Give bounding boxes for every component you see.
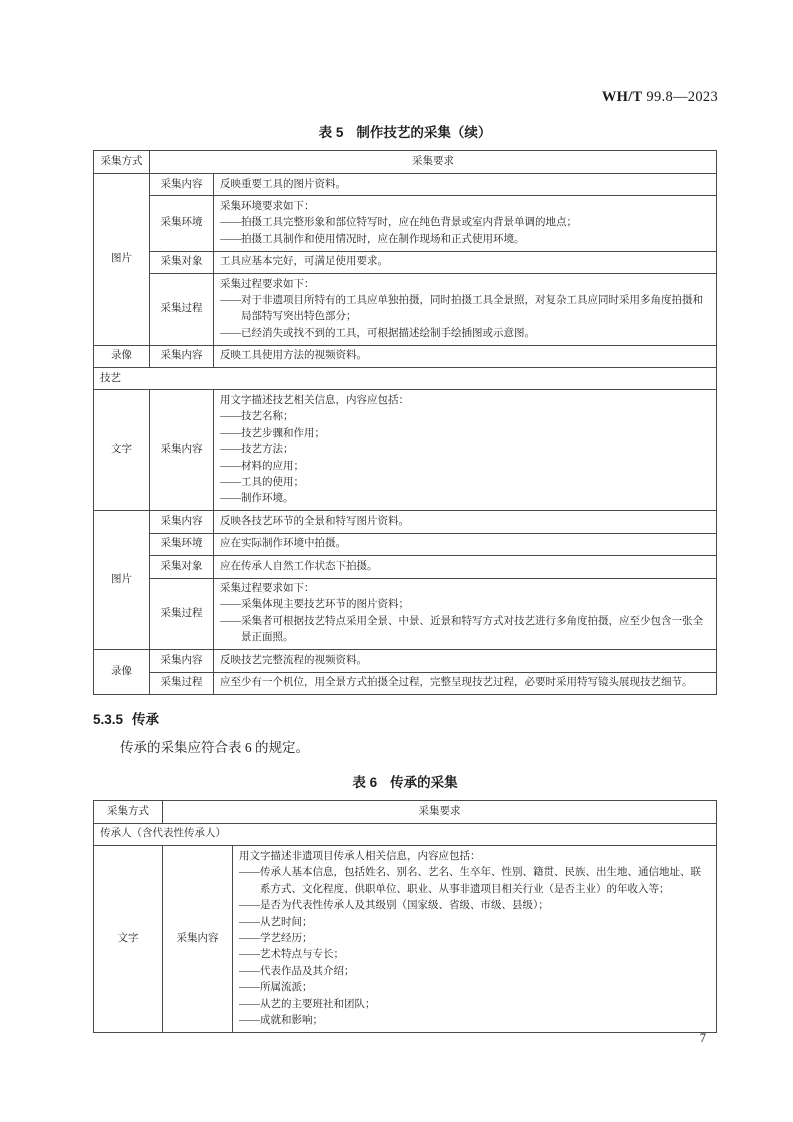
requirement-line: ——技艺名称； bbox=[220, 411, 294, 423]
requirement-cell bbox=[214, 274, 717, 346]
requirement-cell bbox=[214, 578, 717, 650]
table-row bbox=[94, 390, 717, 511]
aspect-cell: 采集环境 bbox=[150, 196, 214, 251]
requirement-line: 用文字描述非遗项目传承人相关信息，内容应包括： bbox=[239, 850, 481, 862]
section-paragraph: 传承的采集应符合表 6 的规定。 bbox=[120, 739, 309, 755]
requirement-cell bbox=[214, 556, 717, 578]
table5-title-label: 表 5 bbox=[318, 125, 344, 140]
requirement-line: ——成就和影响； bbox=[239, 1014, 323, 1026]
section-heading-5-3-5 bbox=[93, 708, 717, 728]
table6-title bbox=[93, 771, 717, 791]
section-number: 5.3.5 bbox=[93, 711, 124, 727]
requirement-line: 反映技艺完整流程的视频资料。 bbox=[220, 654, 367, 666]
table-row bbox=[94, 174, 717, 196]
requirement-line: 应至少有一个机位，用全景方式拍摄全过程，完整呈现技艺过程，必要时采用特写镜头展现技艺细节。 bbox=[220, 677, 693, 689]
aspect-cell: 采集过程 bbox=[150, 274, 214, 346]
table6 bbox=[93, 800, 717, 1033]
category-row bbox=[94, 823, 717, 845]
table-row bbox=[94, 345, 717, 367]
col-header-requirement: 采集要求 bbox=[163, 800, 717, 823]
page-content bbox=[93, 121, 717, 1033]
requirement-line: ——代表作品及其介绍； bbox=[239, 965, 355, 977]
method-cell: 文字 bbox=[94, 390, 150, 511]
standard-code-prefix: WH/T bbox=[601, 89, 643, 105]
method-cell: 文字 bbox=[94, 846, 163, 1032]
page-number: 7 bbox=[699, 1031, 706, 1045]
table-row bbox=[94, 511, 717, 533]
method-cell: 图片 bbox=[94, 511, 150, 650]
table-row bbox=[94, 274, 717, 346]
requirement-cell bbox=[214, 650, 717, 672]
table5 bbox=[93, 150, 717, 695]
requirement-line: ——采集体现主要技艺环节的图片资料； bbox=[220, 599, 409, 611]
requirement-cell bbox=[214, 251, 717, 273]
aspect-cell: 采集内容 bbox=[150, 345, 214, 367]
aspect-cell: 采集内容 bbox=[163, 846, 233, 1032]
table-row bbox=[94, 578, 717, 650]
aspect-cell: 采集环境 bbox=[150, 533, 214, 555]
table-row bbox=[94, 533, 717, 555]
table-row bbox=[94, 672, 717, 694]
requirement-cell bbox=[214, 511, 717, 533]
table5-title bbox=[93, 121, 717, 141]
aspect-cell: 采集对象 bbox=[150, 251, 214, 273]
col-header-requirement: 采集要求 bbox=[150, 151, 717, 174]
requirement-line: 采集过程要求如下： bbox=[220, 583, 315, 595]
aspect-cell: 采集过程 bbox=[150, 578, 214, 650]
requirement-cell bbox=[214, 672, 717, 694]
requirement-cell bbox=[214, 196, 717, 251]
requirement-line: ——学艺经历； bbox=[239, 932, 313, 944]
requirement-line: 用文字描述技艺相关信息，内容应包括： bbox=[220, 394, 409, 406]
table6-title-label: 表 6 bbox=[352, 774, 378, 790]
aspect-cell: 采集对象 bbox=[150, 556, 214, 578]
requirement-line: ——传承人基本信息，包括姓名、别名、艺名、生卒年、性别、籍贯、民族、出生地、通信地址、联系方式、文化程度、供职单位、职业、从事非遗项目相关行业（是否主业）的年收入等； bbox=[239, 867, 701, 895]
table-row bbox=[94, 556, 717, 578]
method-cell: 图片 bbox=[94, 174, 150, 346]
requirement-line: ——对于非遗项目所特有的工具应单独拍摄，同时拍摄工具全景照，对复杂工具应同时采用多角度拍摄和局部特写突出特色部分； bbox=[220, 294, 703, 323]
table-row bbox=[94, 196, 717, 251]
aspect-cell: 采集内容 bbox=[150, 390, 214, 511]
requirement-line: ——拍摄工具制作和使用情况时，应在制作现场和正式使用环境。 bbox=[220, 233, 525, 245]
aspect-cell: 采集内容 bbox=[150, 174, 214, 196]
requirement-line: ——材料的应用； bbox=[220, 460, 304, 472]
requirement-line: ——技艺方法； bbox=[220, 444, 294, 456]
requirement-line: 应在传承人自然工作状态下拍摄。 bbox=[220, 560, 378, 572]
requirement-cell bbox=[214, 533, 717, 555]
table-header-row bbox=[94, 151, 717, 174]
requirement-line: ——已经消失或找不到的工具，可根据描述绘制手绘插图或示意图。 bbox=[220, 327, 535, 339]
requirement-line: 采集环境要求如下： bbox=[220, 200, 315, 212]
requirement-line: ——拍摄工具完整形象和部位特写时，应在纯色背景或室内背景单调的地点； bbox=[220, 217, 577, 229]
requirement-cell bbox=[214, 174, 717, 196]
category-row bbox=[94, 368, 717, 390]
col-header-method: 采集方式 bbox=[94, 800, 163, 823]
requirement-line: ——从艺时间； bbox=[239, 916, 313, 928]
requirement-line: ——采集者可根据技艺特点采用全景、中景、近景和特写方式对技艺进行多角度拍摄，应至少包含一张全景正面照。 bbox=[220, 615, 703, 644]
requirement-line: 采集过程要求如下： bbox=[220, 278, 315, 290]
requirement-line: ——工具的使用； bbox=[220, 477, 304, 488]
aspect-cell: 采集过程 bbox=[150, 672, 214, 694]
table-row bbox=[94, 251, 717, 273]
method-cell: 录像 bbox=[94, 345, 150, 367]
aspect-cell: 采集内容 bbox=[150, 511, 214, 533]
col-header-method: 采集方式 bbox=[94, 151, 150, 174]
table6-title-text: 传承的采集 bbox=[390, 774, 458, 790]
requirement-line: ——技艺步骤和作用； bbox=[220, 427, 325, 439]
requirement-line: 反映重要工具的图片资料。 bbox=[220, 178, 346, 190]
aspect-cell: 采集内容 bbox=[150, 650, 214, 672]
category-cell: 技艺 bbox=[94, 368, 717, 390]
requirement-line: 反映工具使用方法的视频资料。 bbox=[220, 350, 367, 362]
section-title: 传承 bbox=[132, 711, 160, 727]
method-cell: 录像 bbox=[94, 650, 150, 695]
requirement-cell bbox=[214, 345, 717, 367]
requirement-cell bbox=[214, 390, 717, 511]
table-row bbox=[94, 846, 717, 1032]
requirement-line: ——制作环境。 bbox=[220, 493, 294, 505]
standard-code-number: 99.8—2023 bbox=[642, 89, 718, 105]
standard-reference bbox=[602, 89, 718, 106]
table5-title-text: 制作技艺的采集（续） bbox=[356, 125, 492, 140]
requirement-line: 反映各技艺环节的全景和特写图片资料。 bbox=[220, 515, 409, 527]
category-cell: 传承人（含代表性传承人） bbox=[94, 823, 717, 845]
table-row bbox=[94, 650, 717, 672]
requirement-line: ——是否为代表性传承人及其级别（国家级、省级、市级、县级）； bbox=[239, 900, 549, 912]
requirement-line: 应在实际制作环境中拍摄。 bbox=[220, 538, 346, 550]
requirement-cell bbox=[233, 846, 717, 1032]
requirement-line: ——从艺的主要班社和团队； bbox=[239, 998, 376, 1010]
table-header-row bbox=[94, 800, 717, 823]
requirement-line: 工具应基本完好，可满足使用要求。 bbox=[220, 256, 388, 268]
requirement-line: ——艺术特点与专长； bbox=[239, 949, 344, 961]
requirement-line: ——所属流派； bbox=[239, 982, 313, 994]
